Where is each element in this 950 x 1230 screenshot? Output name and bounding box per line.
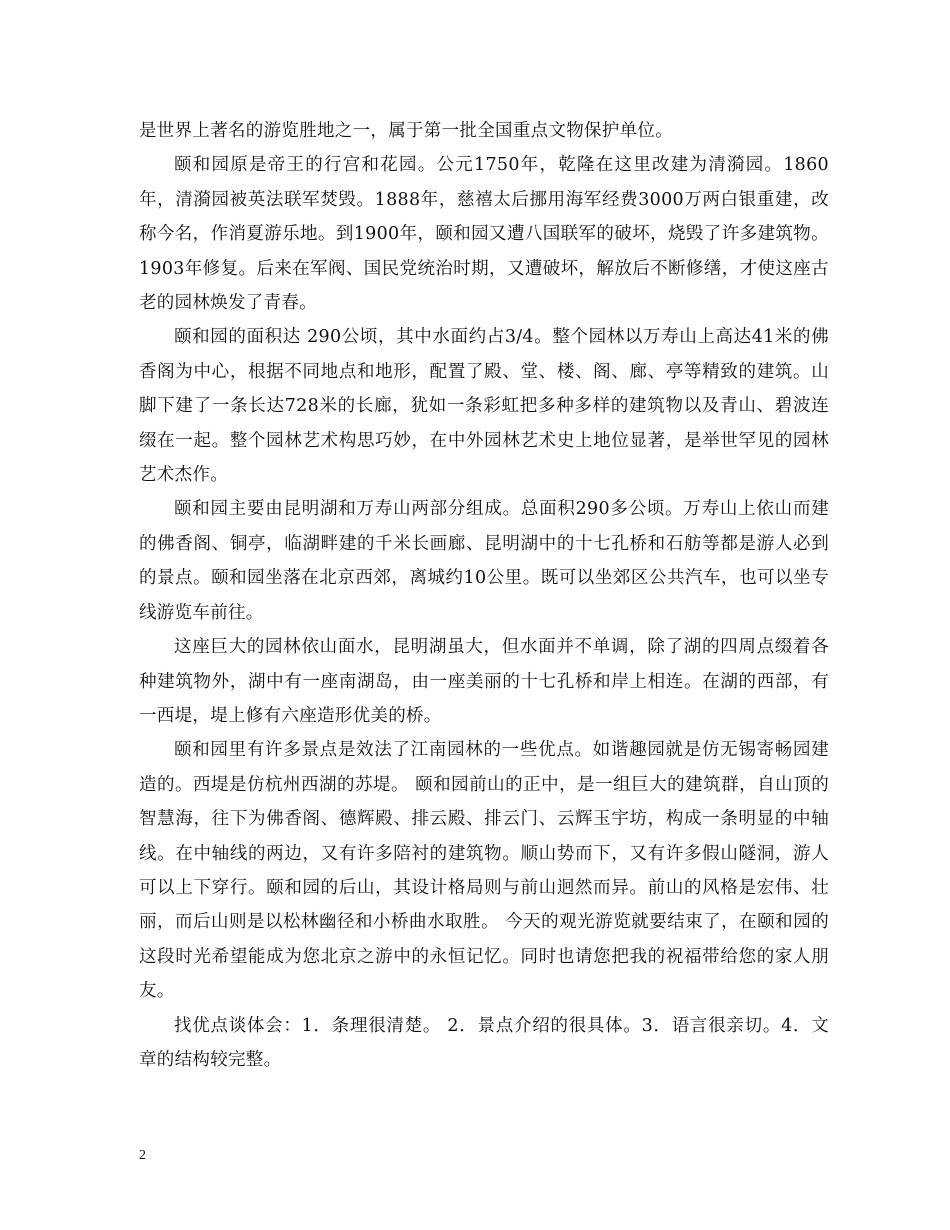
- paragraph-scenic-spots: 颐和园里有许多景点是效法了江南园林的一些优点。如谐趣园就是仿无锡寄畅园建造的。西堤是仿杭州西湖的苏堤。 颐和园前山的正中，是一组巨大的建筑群，自山顶的智慧海，往下为佛香阁、德辉殿、排云殿、排云门、云辉玉宇坊，构成一条明显的中轴线。在中轴线的两边，又有许多陪衬的建筑物。顺山势而下，又有许多假山隧洞，游人可以上下穿行。颐和园的后山，其设计格局则与前山迥然而异。前山的风格是宏伟、壮丽，而后山则是以松林幽径和小桥曲水取胜。 今天的观光游览就要结束了，在颐和园的这段时光希望能成为您北京之游中的永恒记忆。同时也请您把我的祝福带给您的家人朋友。: [139, 740, 829, 1002]
- page-number: 2: [139, 1148, 146, 1163]
- paragraph-area: 颐和园的面积达 290公顷，其中水面约占3/4。整个园林以万寿山上高达41米的佛香阁为中心，根据不同地点和地形，配置了殿、堂、楼、阁、廊、亭等精致的建筑。山脚下建了一条长达728米的长廊，犹如一条彩虹把多种多样的建筑物以及青山、碧波连缀在一起。整个园林艺术构思巧妙，在中外园林艺术史上地位显著，是举世罕见的园林艺术杰作。: [139, 327, 829, 486]
- paragraph-summary: 找优点谈体会：1．条理很清楚。 2．景点介绍的很具体。3．语言很亲切。4．文章的结构较完整。: [139, 1015, 829, 1070]
- paragraph-history: 颐和园原是帝王的行宫和花园。公元1750年，乾隆在这里改建为清漪园。1860年，清漪园被英法联军焚毁。1888年，慈禧太后挪用海军经费3000万两白银重建，改称今名，作消夏游乐地。到1900年，颐和园又遭八国联军的破坏，烧毁了许多建筑物。1903年修复。后来在军阀、国民党统治时期，又遭破坏，解放后不断修缮，才使这座古老的园林焕发了青春。: [139, 155, 829, 314]
- paragraph-lake: 这座巨大的园林依山面水，昆明湖虽大，但水面并不单调，除了湖的四周点缀着各种建筑物外，湖中有一座南湖岛，由一座美丽的十七孔桥和岸上相连。在湖的西部，有一西堤，堤上修有六座造形优美的桥。: [139, 637, 829, 726]
- paragraph-continuation: 是世界上著名的游览胜地之一，属于第一批全国重点文物保护单位。: [139, 121, 673, 141]
- document-body: [139, 114, 829, 1077]
- paragraph-composition: 颐和园主要由昆明湖和万寿山两部分组成。总面积290多公顷。万寿山上依山而建的佛香阁、铜亭，临湖畔建的千米长画廊、昆明湖中的十七孔桥和石舫等都是游人必到的景点。颐和园坐落在北京西郊，离城约10公里。既可以坐郊区公共汽车，也可以坐专线游览车前往。: [139, 499, 829, 623]
